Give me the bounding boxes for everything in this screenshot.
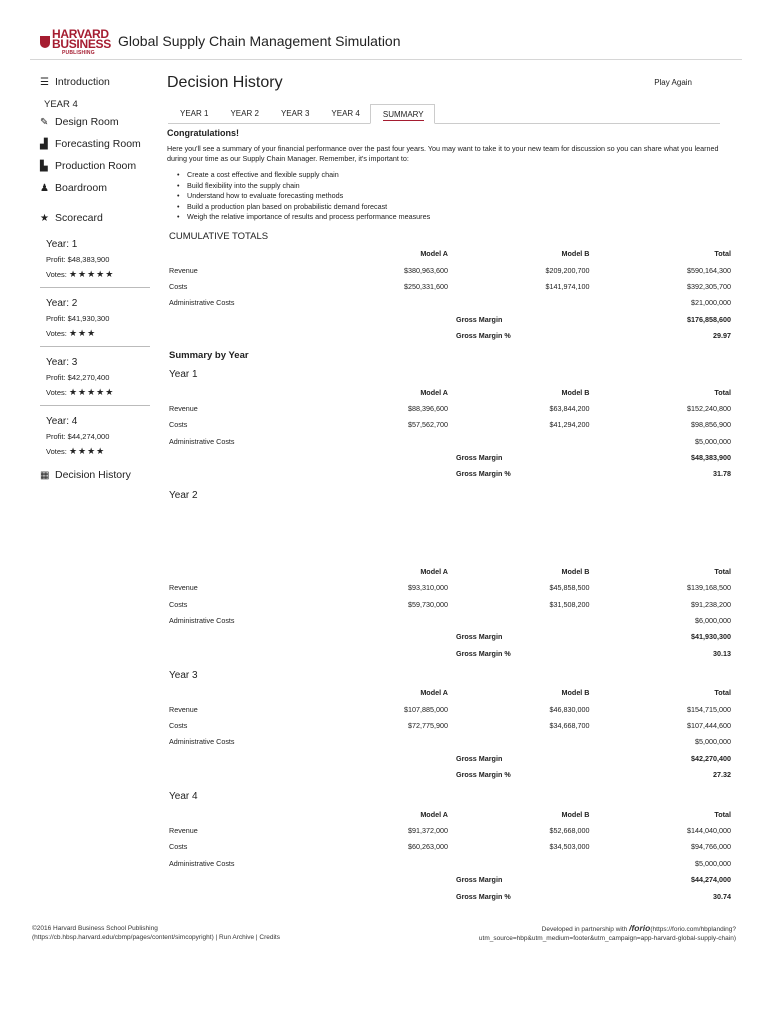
list-item: • Weigh the relative importance of results and process performance measures [177,212,733,223]
empty-cell [309,311,451,327]
cell-value: $107,444,600 [687,721,731,730]
empty-cell [309,871,451,887]
row-label: Costs [169,842,188,852]
cell-value: $176,858,600 [687,314,731,324]
star-rating: ★★★ [68,328,97,338]
row-label: Administrative Costs [169,436,235,446]
cell-value: $93,310,000 [408,583,448,593]
row-label: Costs [169,420,188,430]
cell-value: 27.32 [713,770,731,780]
footer-copyright [32,924,280,942]
cell-value: $63,844,200 [549,403,590,413]
intro-paragraph: Here you'll see a summary of your financial performance over the past four years. You may want to take it to your new team for discussion so you can share what you learned during your time as our Supply Chain Manager. Remember, it's important to: [167,144,719,163]
row-label: Gross Margin % [456,770,511,780]
empty-cell [309,466,451,482]
cell-value: $34,668,700 [549,721,590,730]
empty-cell [309,766,451,782]
votes-row [46,326,150,341]
sidebar-item-decision-history[interactable] [40,466,150,484]
app-title: Global Supply Chain Management Simulation [118,33,401,49]
cell-value: $5,000,000 [695,436,731,446]
partner-line [479,924,736,934]
cell-value: $139,168,500 [687,583,731,593]
table-row [167,871,733,887]
table-row [167,262,733,278]
sidebar-item-label: Design Room [55,116,119,128]
col-header-model-a: Model A [420,249,448,259]
header-spacer [167,806,309,822]
year-4-title: Year 4 [169,790,198,802]
cell-value: 29.97 [713,331,731,341]
cell-value: $48,383,900 [691,453,731,463]
row-label: Costs [169,599,188,609]
table-header-row [167,685,733,701]
table-row [167,629,733,645]
sidebar-item-label: Scorecard [55,212,103,224]
empty-cell [450,295,592,311]
harvard-shield-icon [40,36,50,48]
profit-value: Profit: $41,930,300 [46,314,110,323]
star-rating: ★★★★★ [68,387,115,397]
votes-row [46,444,150,459]
cell-value: $72,775,900 [408,721,448,730]
cell-value: 31.78 [713,469,731,479]
cell-value: $88,396,600 [408,403,448,413]
cell-value: $107,885,000 [404,704,448,714]
partner-url-continued[interactable]: utm_source=hbp&utm_medium=footer&utm_campaign=app-harvard-global-supply-chain) [478,935,736,942]
votes-label: Votes: [46,388,67,397]
sidebar-item-scorecard[interactable] [40,209,150,227]
star-rating: ★★★★ [68,446,106,456]
year-label: Year: 1 [46,239,78,250]
col-header-model-b: Model B [561,387,590,397]
header-spacer [167,246,309,262]
row-label: Gross Margin [456,314,503,324]
row-label: Revenue [169,403,198,413]
empty-cell [309,734,451,750]
cell-value: $57,562,700 [408,420,448,430]
profit-value: Profit: $42,270,400 [46,373,110,382]
factory-icon: ▙ [40,160,48,172]
row-label: Gross Margin [456,753,503,763]
cell-value: $250,331,600 [404,281,448,291]
row-label: Gross Margin % [456,648,511,658]
page-title: Decision History [167,74,283,91]
year-tabs [168,104,720,124]
table-row [167,433,733,449]
row-label: Gross Margin [456,875,503,885]
pencil-icon: ✎ [40,116,49,128]
row-label: Administrative Costs [169,616,235,626]
sidebar-item-introduction[interactable] [40,73,150,91]
year-1-title: Year 1 [169,368,198,380]
cell-value: $34,503,000 [549,842,590,852]
sidebar-item-production-room[interactable] [40,157,150,175]
row-label: Gross Margin % [456,469,511,479]
tab-year-4[interactable] [319,104,369,124]
year-3-title: Year 3 [169,669,198,681]
table-header-row [167,563,733,579]
year-label: Year: 2 [46,298,78,309]
empty-cell [309,327,451,343]
tab-label: YEAR 3 [280,109,310,118]
cell-value: $45,858,500 [549,583,590,593]
table-row [167,311,733,327]
cell-value: $44,274,000 [691,875,731,885]
tab-summary[interactable] [370,104,435,124]
cell-value: $91,238,200 [691,599,731,609]
table-row [167,822,733,838]
table-header-row [167,384,733,400]
table-row [167,295,733,311]
empty-cell [309,295,451,311]
cell-value: $590,164,300 [687,265,731,275]
sidebar-year-1-summary[interactable] [40,235,150,288]
tab-label: YEAR 4 [331,109,360,118]
sidebar-year-4-summary[interactable] [40,412,150,464]
cell-value: $60,263,000 [408,842,448,852]
header-spacer [167,685,309,701]
tab-year-2[interactable] [218,104,268,124]
col-header-total: Total [714,809,731,819]
summary-by-year-title: Summary by Year [169,349,249,361]
cell-value: $59,730,000 [408,599,448,609]
table-header-row [167,806,733,822]
empty-cell [309,750,451,766]
cell-value: $5,000,000 [695,737,731,747]
table-row [167,327,733,343]
cell-value: $98,856,900 [691,420,731,430]
cumulative-totals-table [167,246,733,344]
empty-cell [167,311,309,327]
row-label: Revenue [169,704,198,714]
empty-cell [309,645,451,661]
cell-value: $31,508,200 [549,599,590,609]
row-label: Revenue [169,825,198,835]
empty-cell [309,612,451,628]
empty-cell [450,433,592,449]
forio-logo[interactable]: /forio [629,923,651,933]
partner-prefix: Developed in partnership with [541,926,628,933]
col-header-model-b: Model B [561,688,590,698]
cell-value: $152,240,800 [687,403,731,413]
sidebar-item-label: Introduction [55,76,110,88]
cell-value: $41,930,300 [691,632,731,642]
row-label: Administrative Costs [169,737,235,747]
cell-value: $209,200,700 [545,265,590,275]
tab-label: YEAR 1 [180,109,209,118]
bar-chart-icon: ▟ [40,138,48,150]
list-item: • Understand how to evaluate forecasting methods [177,191,733,202]
sidebar-year-3-summary[interactable] [40,353,150,406]
empty-cell [450,734,592,750]
votes-label: Votes: [46,329,67,338]
list-item: • Build a production plan based on probabilistic demand forecast [177,202,733,213]
empty-cell [167,449,309,465]
col-header-total: Total [714,688,731,698]
logo-line-2: BUSINESS [52,37,111,51]
sidebar-item-design-room[interactable] [40,113,150,131]
play-again-link[interactable]: Play Again [654,78,692,87]
row-label: Gross Margin % [456,891,511,901]
sidebar-year-2-summary[interactable] [40,294,150,347]
table-row [167,612,733,628]
profit-value: Profit: $44,274,000 [46,432,110,441]
cell-value: $5,000,000 [695,858,731,868]
cell-value: $52,668,000 [549,825,590,835]
sidebar-item-label: Boardroom [55,182,107,194]
empty-cell [167,871,309,887]
takeaways-list [177,170,733,223]
empty-cell [167,327,309,343]
col-header-model-a: Model A [420,688,448,698]
row-label: Revenue [169,265,198,275]
year-1-table [167,384,733,482]
col-header-total: Total [714,249,731,259]
cell-value: $154,715,000 [687,704,731,714]
cell-value: $392,305,700 [687,281,731,291]
year-4-table [167,806,733,904]
year-3-table [167,685,733,783]
header-spacer [167,384,309,400]
cell-value: $46,830,000 [549,704,590,714]
empty-cell [309,449,451,465]
year-2-table [167,563,733,661]
row-label: Administrative Costs [169,298,235,308]
col-header-model-a: Model A [420,566,448,576]
row-label: Revenue [169,583,198,593]
cell-value: $141,974,100 [545,281,590,291]
row-label: Gross Margin % [456,331,511,341]
cell-value: $41,294,200 [549,420,590,430]
cumulative-totals-title: CUMULATIVE TOTALS [169,230,269,242]
star-rating: ★★★★★ [68,269,115,279]
current-year-label: YEAR 4 [44,99,78,110]
table-row [167,449,733,465]
tab-year-1[interactable] [168,104,218,124]
empty-cell [309,855,451,871]
cell-value: $94,766,000 [691,842,731,852]
col-header-model-b: Model B [561,809,590,819]
votes-row [46,385,150,400]
empty-cell [309,433,451,449]
tab-label: SUMMARY [382,110,424,119]
table-row [167,417,733,433]
table-row [167,400,733,416]
table-header-row [167,246,733,262]
votes-label: Votes: [46,447,67,456]
sidebar-item-label: Forecasting Room [55,138,141,150]
copyright-text: ©2016 Harvard Business School Publishing [32,925,158,932]
logo-line-1: HARVARD [52,27,109,41]
row-label: Costs [169,721,188,730]
row-label: Gross Margin [456,632,503,642]
table-row [167,580,733,596]
sidebar-item-boardroom[interactable] [40,179,150,197]
table-row [167,278,733,294]
year-2-title: Year 2 [169,490,198,502]
empty-cell [167,629,309,645]
cell-value: 30.74 [713,891,731,901]
profit-value: Profit: $48,383,900 [46,255,110,264]
col-header-total: Total [714,566,731,576]
col-header-model-a: Model A [420,387,448,397]
empty-cell [309,888,451,904]
tab-year-3[interactable] [269,104,319,124]
col-header-model-b: Model B [561,566,590,576]
cell-value: $91,372,000 [408,825,448,835]
sidebar-item-label: Decision History [55,469,131,481]
summary-panel [167,128,733,904]
row-label: Administrative Costs [169,858,235,868]
empty-cell [167,750,309,766]
empty-cell [450,855,592,871]
table-row [167,701,733,717]
app-header [30,24,742,60]
list-item: • Create a cost effective and flexible supply chain [177,170,733,181]
empty-cell [309,629,451,645]
cell-value: $6,000,000 [695,616,731,626]
empty-cell [167,888,309,904]
year-2-blank-area [167,505,733,563]
votes-row [46,267,150,282]
empty-cell [167,766,309,782]
table-row [167,645,733,661]
table-row [167,734,733,750]
empty-cell [450,612,592,628]
table-row [167,596,733,612]
col-header-model-b: Model B [561,249,590,259]
calendar-icon: ▦ [40,469,50,481]
footer-partner [479,924,736,943]
table-row [167,766,733,782]
table-row [167,466,733,482]
table-row [167,855,733,871]
table-row [167,750,733,766]
list-item: • Build flexibility into the supply chain [177,181,733,192]
logo-line-3: PUBLISHING [62,50,95,56]
sidebar-item-forecasting-room[interactable] [40,135,150,153]
tab-label: YEAR 2 [230,109,259,118]
year-label: Year: 3 [46,357,78,368]
row-label: Costs [169,281,188,291]
cell-value: $144,040,000 [687,825,731,835]
col-header-total: Total [714,387,731,397]
congrats-heading: Congratulations! [167,128,239,138]
year-label: Year: 4 [46,416,78,427]
users-icon: ♟ [40,182,49,194]
sidebar-nav [40,70,150,484]
table-row [167,717,733,733]
sidebar-item-label: Production Room [55,160,137,172]
star-icon: ★ [40,212,49,224]
header-spacer [167,563,309,579]
partner-url[interactable]: (https://forio.com/hbplanding? [650,926,736,933]
table-row [167,888,733,904]
votes-label: Votes: [46,270,67,279]
row-label: Gross Margin [456,453,503,463]
empty-cell [167,466,309,482]
table-row [167,839,733,855]
cell-value: $380,963,600 [404,265,448,275]
cell-value: 30.13 [713,648,731,658]
cell-value: $42,270,400 [691,753,731,763]
footer-links[interactable]: (https://cb.hbsp.harvard.edu/cbmp/pages/content/simcopyright) | Run Archive | Credits [32,934,280,941]
list-icon: ☰ [40,76,49,88]
cell-value: $21,000,000 [691,298,731,308]
harvard-business-publishing-logo[interactable] [40,28,114,56]
col-header-model-a: Model A [420,809,448,819]
empty-cell [167,645,309,661]
